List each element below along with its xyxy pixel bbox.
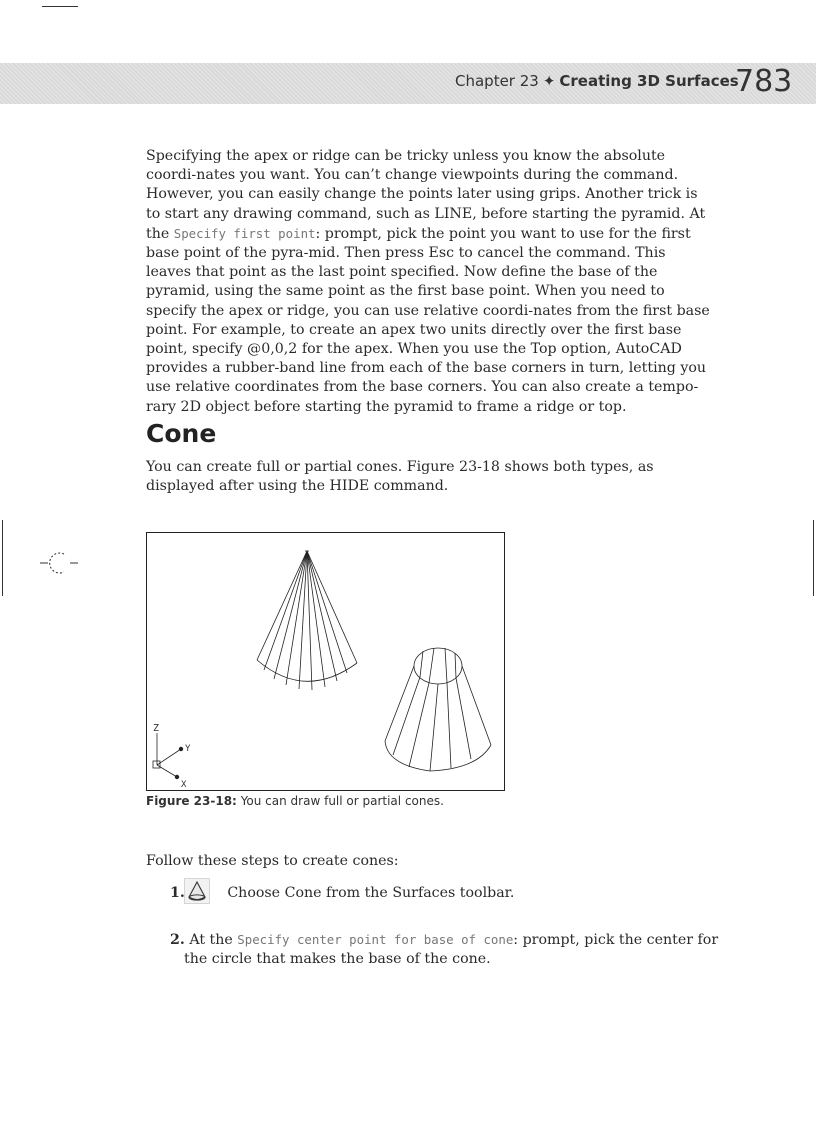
crop-mark-left (2, 520, 3, 596)
figure-caption (146, 794, 444, 808)
step-text: Choose Cone from the Surfaces toolbar. (227, 885, 515, 901)
chapter-title: Creating 3D Surfaces (559, 72, 739, 90)
separator-icon: ✦ (542, 72, 556, 90)
intro-text-part2: : prompt, pick the point you want to use for the first base point of the pyra-mid. Then press Esc to cancel the command. This leaves that point as the last point specified. Now define the base of the pyramid, using the same point as the first base point. When you need to specify the apex or ridge, you can use relative coordi-nates from the first base point. For example, to create an apex two units directly over the first base point, specify @0,0,2 for the apex. When you use the Top option, AutoCAD provides a rubber-band line from each of the base corners in turn, letting you use relative coordinates from the base corners. You can also create a tempo-rary 2D object before starting the pyramid to frame a ridge or top. (146, 225, 710, 415)
section-heading: Cone (146, 419, 217, 448)
crop-mark-right (813, 520, 814, 596)
figure-caption-text: You can draw full or partial cones. (240, 794, 444, 808)
step-2 (170, 930, 729, 969)
crop-mark-top (42, 6, 78, 7)
ucs-axis-icon (153, 733, 183, 779)
figure-frame (146, 532, 505, 791)
intro-code-prompt: Specify first point (173, 225, 316, 241)
steps-intro: Follow these steps to create cones: (146, 853, 399, 869)
partial-cone (385, 648, 491, 771)
intro-text-part1: Specifying the apex or ridge can be tricky unless you know the absolute coordi-nates you want. You can’t change viewpoints during the command. However, you can easily change the points later using grips. Another trick is to start any drawing command, such as LINE, before starting the pyramid. At the (146, 148, 706, 242)
running-header (455, 72, 739, 90)
axis-z-label: Z (153, 723, 160, 734)
intro-paragraph (146, 147, 714, 417)
page-number: 783 (735, 64, 793, 99)
cone-illustration (147, 533, 504, 790)
step-number: 1. (170, 885, 185, 901)
axis-x-label: X (181, 780, 187, 790)
full-cone (257, 551, 357, 690)
step-text-post: : prompt, pick the center for the circle that makes the base of the cone. (184, 932, 719, 967)
step-number: 2. (170, 932, 185, 948)
axis-y-label: Y (185, 744, 191, 754)
section-intro: You can create full or partial cones. Figure 23-18 shows both types, as displayed after using the HIDE command. (146, 459, 654, 495)
step-1 (170, 884, 715, 903)
cone-toolbar-icon[interactable] (184, 878, 210, 904)
figure-label: Figure 23-18: (146, 794, 237, 808)
chapter-label: Chapter 23 (455, 72, 539, 90)
registration-mark-icon (40, 550, 80, 576)
step-text-pre: At the (189, 932, 238, 948)
step-code-prompt: Specify center point for base of cone (237, 932, 514, 947)
